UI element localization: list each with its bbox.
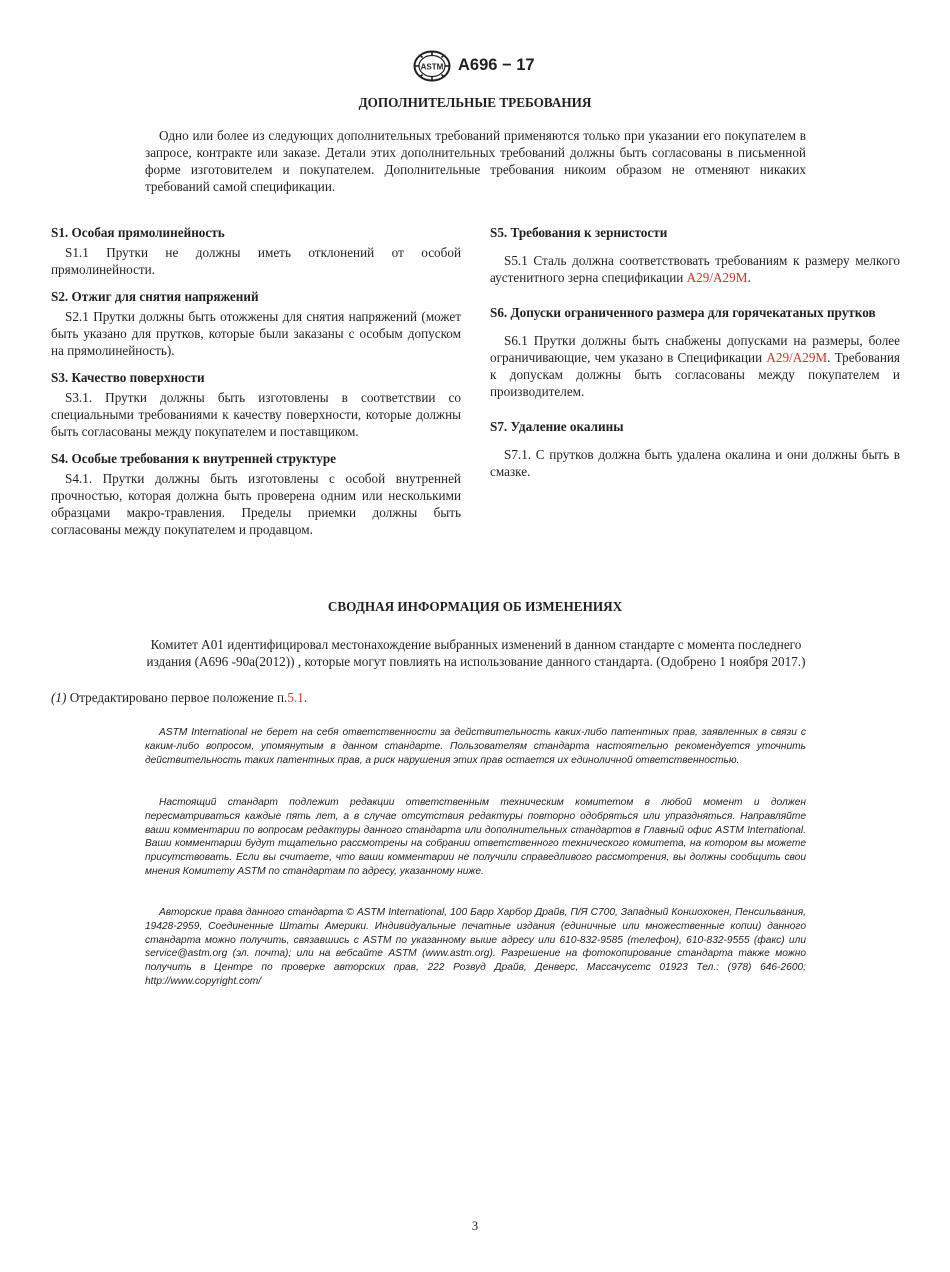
left-column [51, 224, 461, 538]
summary-intro: Комитет A01 идентифицировал местонахождение выбранных изменений в данном стандарте с момента последнего издания (A696 -90a(2012)) , которые могут повлиять на использование данного стандарта. (Одобрено 1 ноября 2017.) [146, 637, 806, 669]
logo-text: ASTM [420, 62, 444, 72]
supplementary-intro: Одно или более из следующих дополнительных требований применяются только при указании его покупателем в запросе, контракте или заказе. Детали этих дополнительных требований должны быть согласованы в письменной форме изготовителем и покупателем. Дополнительные требования никоим образом не отменяют никаких требований самой спецификации. [145, 128, 806, 194]
section-s2-title: S2. Отжиг для снятия напряжений [51, 289, 259, 304]
section-s5-title: S5. Требования к зернистости [490, 225, 668, 240]
page-number: 3 [471, 1219, 479, 1233]
section-s7-text: S7.1. С прутков должна быть удалена окалина и они должны быть в смазке. [490, 447, 900, 479]
revision-notice: Настоящий стандарт подлежит редакции ответственным техническим комитетом в любой момент и должен пересматриваться каждые пять лет, а в случае отсутствия редактуры повторно одобряться или упраздняться. Направляйте ваши комментарии по вопросам редактуры данного стандарта или дополнительных стандартов в Главный офис ASTM International. Ваши комментарии будут тщательно рассмотрены на собрании ответственного технического комитета, на котором вы можете присутствовать. Если вы считаете, что ваши комментарии не получили справедливого рассмотрения, вы должны сообщить свои мнения Комитету ASTM по стандартам по адресу, указанному ниже. [145, 797, 806, 877]
document-id: A696 − 17 [458, 56, 535, 74]
section-s3-text: S3.1. Прутки должны быть изготовлены в соответствии со специальными требованиями к качеству поверхности, которые должны быть согласованы между покупателем и поставщиком. [51, 390, 461, 439]
section-s7-title: S7. Удаление окалины [490, 419, 624, 434]
right-column [490, 224, 900, 480]
supplementary-heading: ДОПОЛНИТЕЛЬНЫЕ ТРЕБОВАНИЯ [358, 95, 592, 110]
section-link-5-1[interactable]: 5.1 [287, 690, 304, 705]
section-s6-text: S6.1 Прутки должны быть снабжены допусками на размеры, более ограничивающие, чем указано в Спецификации A29/A29M. Требования к допускам должны быть согласованы между покупателем и производителем. [490, 333, 900, 399]
copyright-notice: Авторские права данного стандарта © ASTM International, 100 Барр Харбор Драйв, П/Я C700, Западный Коншохокен, Пенсильвания, 19428-2959, Соединенные Штаты Америки. Индивидуальные печатные издания (единичные или множественные копии) данного стандарта можно получить, связавшись с ASTM по указанному выше адресу или 610-832-9585 (телефон), 610-832-9555 (факс) или service@astm.org (эл. почта); или на вебсайте ASTM (www.astm.org). Разрешение на фотокопирование стандарта также можно получить в Центре по проверке авторских прав, 222 Розвуд Драйв, Денверс, Массачусетс 01923 Тел.: (978) 646-2600; http://www.copyright.com/ [145, 907, 806, 987]
section-s4-text: S4.1. Прутки должны быть изготовлены с особой внутренней прочностью, которая должна быть проверена одним или несколькими образцами макро-травления. Пределы приемки должны быть согласованы между покупателем и продавцом. [51, 471, 461, 537]
section-s5-text: S5.1 Сталь должна соответствовать требованиям к размеру мелкого аустенитного зерна спецификации A29/A29M. [490, 253, 900, 285]
astm-logo-icon [413, 50, 451, 82]
section-s1-text: S1.1 Прутки не должны иметь отклонений от особой прямолинейности. [51, 245, 461, 277]
summary-heading: СВОДНАЯ ИНФОРМАЦИЯ ОБ ИЗМЕНЕНИЯХ [327, 599, 623, 614]
page-header [0, 50, 950, 84]
spec-link-a29[interactable]: A29/A29M [686, 270, 748, 285]
spec-link-a29[interactable]: A29/A29M [766, 350, 828, 365]
change-note: (1) Отредактировано первое положение п.5.1. [51, 690, 308, 705]
section-s1-title: S1. Особая прямолинейность [51, 225, 225, 240]
section-s4-title: S4. Особые требования к внутренней структуре [51, 451, 337, 466]
section-s2-text: S2.1 Прутки должны быть отожжены для снятия напряжений (может быть указано для прутков, которые были заказаны с особым допуском на прямолинейность). [51, 309, 461, 358]
section-s6-title: S6. Допуски ограниченного размера для горячекатаных прутков [490, 305, 876, 320]
section-s3-title: S3. Качество поверхности [51, 370, 205, 385]
change-note-number: (1) [51, 690, 67, 705]
patent-disclaimer: ASTM International не берет на себя ответственности за действительность каких-либо патентных прав, заявленных в связи с каким-либо вопросом, упомянутым в данном стандарте. Пользователям стандарта настоятельно рекомендуется уточнить действительность таких патентных прав, а риск нарушения этих прав остается их единоличной ответственностью. [145, 727, 806, 766]
